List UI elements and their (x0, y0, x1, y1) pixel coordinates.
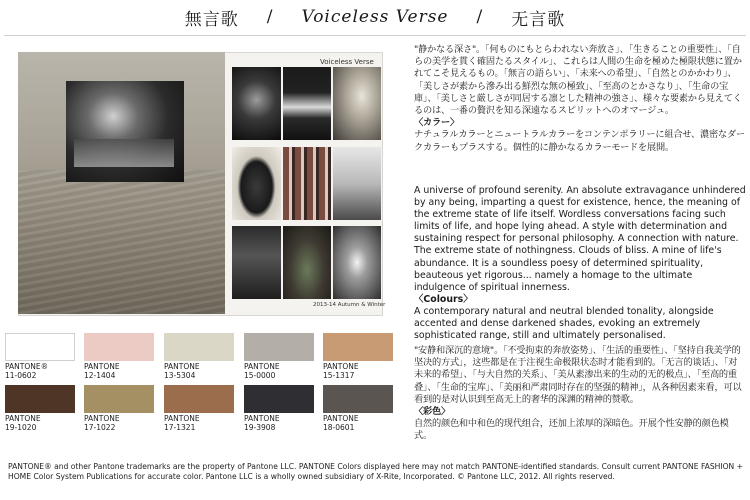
swatch-code: 17-1321 (164, 423, 196, 432)
pantone-disclaimer: PANTONE® and other Pantone trademarks are the property of Pantone LLC. PANTONE Colors displayed here may not match PANTONE-identified standards. Consult current PANTONE FASHION + HOME Color System Publications for accurate color. Pantone LLC is a wholly owned subsidiary of X-Rite, Incorporated. © Pantone LLC, 2012. All rights reserved. (8, 462, 744, 481)
japanese-color-heading: 〈カラー〉 (414, 117, 459, 129)
header-divider (4, 35, 746, 36)
color-swatch (84, 333, 154, 361)
swatch-label (84, 414, 120, 432)
chinese-color-heading: 〈彩色〉 (414, 406, 450, 418)
chinese-body: "安静和深沉的意境"。「不受拘束的奔放姿势」、「生活的重要性」、「坚持自我美学的坚决的方式」，这些都是在于注视生命极限状态时才能看到的。「无言的谈话」、「对未来的希望」、「与大自然的关系」、「美从素渗出来的生动的无的极点」、「至高的重叠」、「生命的宝库」、「美丽和严肃同时存在的坚强的精神」，从各种因素来看，可以看到的是对认识到至高无上的奢华的深渊的精神的赞歌。 (414, 345, 742, 405)
moodboard-thumb-seated-figure (232, 67, 281, 140)
english-description (414, 185, 746, 342)
title-separator: / (266, 7, 274, 27)
moodboard-thumb-figures (283, 147, 331, 220)
color-swatch (5, 333, 75, 361)
title-chinese: 无言歌 (511, 9, 566, 30)
color-swatch (164, 385, 234, 413)
swatch-brand: PANTONE (84, 414, 120, 423)
swatch-brand: PANTONE (323, 414, 359, 423)
japanese-color-body: ナチュラルカラーとニュートラルカラーをコンテンポラリーに組合せ、濃密なダークカラーもプラスする。個性的に静かなるカラーモードを展開。 (414, 129, 745, 153)
color-swatch (244, 333, 314, 361)
swatch-label (5, 414, 41, 432)
chinese-color-body: 自然的颜色和中和色的现代组合，还加上浓厚的深暗色。开展个性安静的颜色模式。 (414, 418, 729, 442)
color-swatch (5, 385, 75, 413)
page-header (0, 0, 750, 34)
moodboard-season: 2013-14 Autumn & Winter (313, 302, 386, 308)
swatch-code: 12-1404 (84, 371, 116, 380)
swatch-label (323, 414, 359, 432)
swatch-code: 15-1317 (323, 371, 355, 380)
swatch-label (244, 362, 280, 380)
swatch-label (5, 362, 48, 380)
swatch-code: 19-1020 (5, 423, 37, 432)
swatch-brand: PANTONE (323, 362, 359, 371)
swatch-code: 11-0602 (5, 371, 37, 380)
japanese-body: "静かなる深さ"。「何ものにもとらわれない奔放さ」、「生きることの重要性」、「自らの美学を貫く確固たるスタイル」、これらは人間の生命を極めた極限状態に置かれてこそ見えるもの。「無言の語らい」、「未来への希望」、「自然とのかかわり」、「美しさが素から滲み出る鮮烈な無の極致」、「至高のとかさなり」、「生命の宝庫」、「美しさと厳しさが同居する凛とした精神の強さ」、様々な要素から見えてくるのは、一番の贅沢を知る深遠なるスピリットへのオマージュ。 (414, 44, 742, 117)
chinese-description (414, 345, 746, 443)
swatch-label (84, 362, 120, 380)
color-swatch (323, 385, 393, 413)
swatch-code: 18-0601 (323, 423, 355, 432)
swatch-brand: PANTONE (5, 414, 41, 423)
color-swatch (323, 333, 393, 361)
swatch-code: 17-1022 (84, 423, 116, 432)
swatch-code: 15-0000 (244, 371, 276, 380)
title-english: Voiceless Verse (301, 7, 449, 27)
english-body: A universe of profound serenity. An absolute extravagance unhindered by any being, imparting a quest for existence, hence, the meaning of the extreme state of life itself. Wordless conversations facing such limits of life, and hope lying ahead. A style with determination and sustaining respect for personal philosophy. A connection with nature. The extreme state of nothingness. Clouds of bliss. A mine of life's abundance. It is a soundless poesy of determined spirituality, beauteous yet rigorous... namely a homage to the ultimate indulgence of spiritual innerness. (414, 185, 746, 293)
moodboard-thumb-sculpture (333, 67, 381, 140)
moodboard-thumb-stone (232, 147, 281, 220)
english-color-body: A contemporary natural and neutral blended tonality, alongside accented and dense darkened shades, evoking an extremely sophisticated range, still and ultimately personalised. (414, 305, 714, 342)
color-swatch (164, 333, 234, 361)
swatch-code: 19-3908 (244, 423, 276, 432)
moodboard-thumb-cathedral (333, 147, 381, 220)
moodboard-thumb-dark-interior (232, 226, 281, 299)
moodboard-thumb-white-dress (333, 226, 381, 299)
moodboard-label: Voiceless Verse (320, 58, 374, 66)
moodboard-thumb-light-doorway (283, 67, 331, 140)
color-swatch (244, 385, 314, 413)
english-color-heading: 〈Colours〉 (414, 293, 473, 305)
swatch-brand: PANTONE (244, 362, 280, 371)
swatch-label (164, 362, 200, 380)
swatch-label (164, 414, 200, 432)
swatch-brand: PANTONE® (5, 362, 49, 371)
swatch-brand: PANTONE (244, 414, 280, 423)
swatch-label (323, 362, 359, 380)
swatch-brand: PANTONE (164, 362, 200, 371)
swatch-brand: PANTONE (84, 362, 120, 371)
swatch-code: 13-5304 (164, 371, 196, 380)
title-separator: / (476, 7, 484, 27)
title-japanese: 無言歌 (184, 9, 239, 30)
moodboard-thumb-statue (283, 226, 331, 299)
color-swatch (84, 385, 154, 413)
moodboard-storm-photo (66, 81, 184, 182)
japanese-description (414, 44, 746, 154)
swatch-brand: PANTONE (164, 414, 200, 423)
swatch-label (244, 414, 280, 432)
